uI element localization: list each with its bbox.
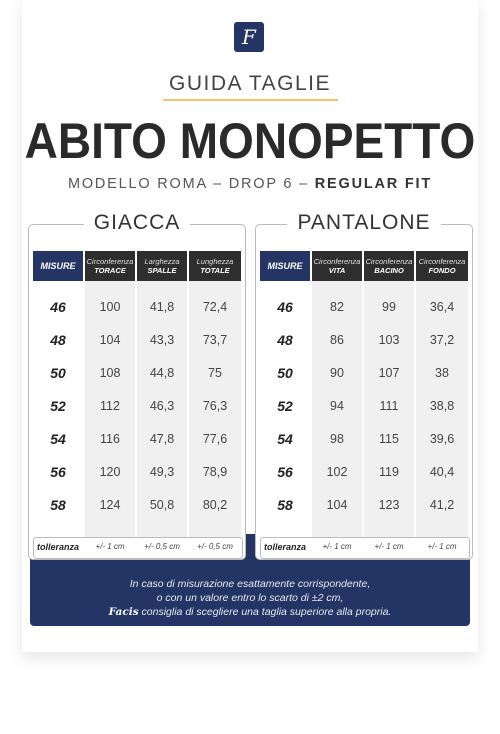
guide-underline [163,99,338,101]
measure-cell: 39,6 [429,432,455,446]
header-main-label: TORACE [94,266,126,275]
note-brand: Facis [108,606,139,618]
header-main-label: BACINO [374,266,404,275]
measure-cell: 94 [330,399,344,413]
measure-cell: 124 [99,498,121,512]
measure-cell: 82 [330,300,344,314]
measure-cell: 123 [378,498,400,512]
measure-cell: 40,4 [429,465,455,479]
fit-advice-note [30,577,470,619]
measure-cell: 36,4 [429,300,455,314]
header-small-label: Circonferenza [365,257,413,266]
header-main-label: VITA [328,266,346,275]
measure-cell: 100 [99,300,121,314]
measure-cell: 50,8 [149,498,175,512]
size-cell: 54 [277,431,293,447]
tolerance-value: +/- 1 cm [427,542,457,551]
tolerance-value: +/- 1 cm [95,542,125,551]
size-cell: 52 [50,398,66,414]
size-cell: 46 [277,299,293,315]
giacca-table [28,211,246,560]
header-main-label: TOTALE [200,266,230,275]
measure-cell: 112 [100,399,120,413]
measure-cell: 120 [99,465,121,479]
header-small-label: Circonferenza [418,257,466,266]
size-cell: 54 [50,431,66,447]
header-small-label: Lunghezza [196,257,234,266]
measure-cell: 108 [99,366,121,380]
header-main-label: SPALLE [147,266,177,275]
measure-cell: 104 [99,333,121,347]
measure-cell: 90 [330,366,344,380]
pantalone-title-text: PANTALONE [287,211,440,234]
pantalone-header-vita [312,251,362,281]
measure-cell: 116 [100,432,120,446]
measure-cell: 75 [208,366,222,380]
measure-cell: 104 [326,498,348,512]
note-line-3 [30,605,470,619]
size-cell: 56 [277,464,293,480]
measure-cell: 86 [330,333,344,347]
giacca-header-spalle [137,251,187,281]
brand-logo [234,22,264,52]
page-title: ABITO MONOPETTO [24,113,476,169]
measure-cell: 98 [330,432,344,446]
measure-cell: 119 [379,465,399,479]
note-line-3-text: consiglia di scegliere una taglia superiore alla propria. [138,606,392,618]
tolerance-value: +/- 1 cm [374,542,404,551]
subtitle-model: MODELLO ROMA – DROP 6 – [67,176,315,192]
pantalone-header-fondo [416,251,468,281]
size-cell: 50 [50,365,66,381]
size-cell: 48 [50,332,66,348]
pantalone-title [256,211,472,235]
measure-cell: 37,2 [429,333,455,347]
header-small-label: Circonferenza [313,257,361,266]
size-cell: 56 [50,464,66,480]
measure-cell: 73,7 [202,333,228,347]
measure-cell: 78,9 [202,465,228,479]
measure-cell: 111 [379,399,399,413]
measure-cell: 38,8 [429,399,455,413]
measure-cell: 43,3 [149,333,175,347]
size-cell: 46 [50,299,66,315]
measure-cell: 77,6 [202,432,228,446]
page-subtitle [0,176,500,192]
logo-letter: F [242,25,256,49]
tolerance-label: tolleranza [263,542,306,552]
measure-cell: 99 [382,300,396,314]
tolerance-value: +/- 0,5 cm [144,542,180,551]
measure-cell: 103 [378,333,400,347]
measure-cell: 44,8 [149,366,175,380]
pantalone-table [255,211,473,560]
giacca-header-misure: MISURE [33,251,83,281]
tolerance-value: +/- 0,5 cm [197,542,233,551]
header-small-label: Circonferenza [86,257,134,266]
size-cell: 50 [277,365,293,381]
subtitle-fit: REGULAR FIT [314,176,433,192]
note-line-1: In caso di misurazione esattamente corrispondente, [129,578,371,590]
measure-cell: 38 [435,366,449,380]
giacca-header-totale [189,251,241,281]
measure-cell: 76,3 [202,399,228,413]
giacca-title [29,211,245,235]
size-cell: 48 [277,332,293,348]
giacca-header-torace [85,251,135,281]
note-line-2: o con un valore entro lo scarto di ±2 cm, [156,592,344,604]
measure-cell: 72,4 [202,300,228,314]
size-cell: 52 [277,398,293,414]
size-cell: 58 [50,497,66,513]
giacca-title-text: GIACCA [84,211,191,234]
guide-label: GUIDA TAGLIE [169,72,331,95]
measure-cell: 41,2 [429,498,455,512]
header-main-label: FONDO [428,266,456,275]
measure-cell: 80,2 [202,498,228,512]
measure-cell: 41,8 [149,300,175,314]
size-cell: 58 [277,497,293,513]
measure-cell: 47,8 [149,432,175,446]
tolerance-label: tolleranza [36,542,79,552]
pantalone-header-bacino [364,251,414,281]
measure-cell: 115 [379,432,399,446]
tolerance-value: +/- 1 cm [322,542,352,551]
pantalone-header-misure: MISURE [260,251,310,281]
measure-cell: 107 [378,366,400,380]
measure-cell: 46,3 [149,399,175,413]
header-small-label: Larghezza [144,257,180,266]
measure-cell: 102 [326,465,348,479]
measure-cell: 49,3 [149,465,175,479]
